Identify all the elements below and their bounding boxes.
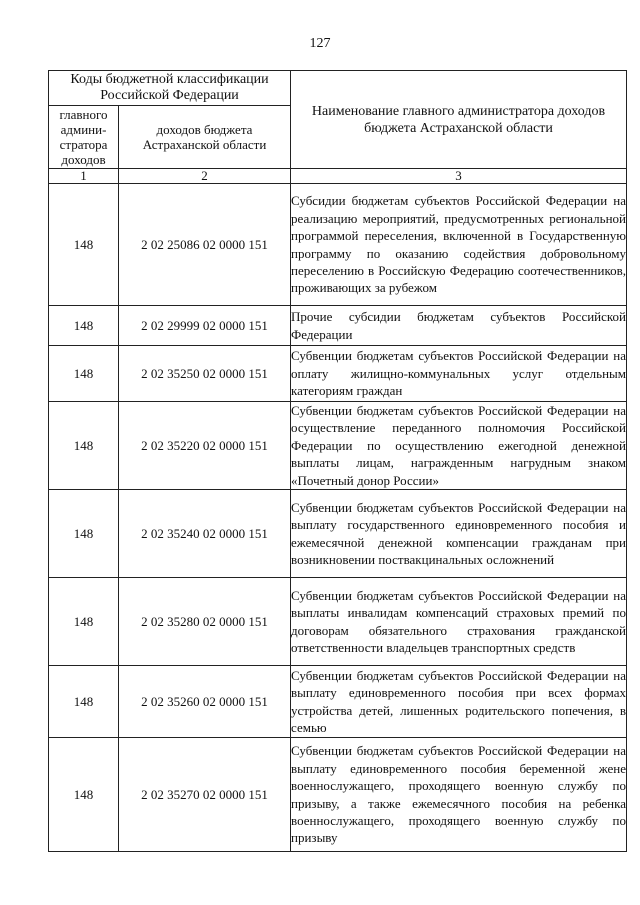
table-row (49, 738, 627, 852)
column-number-2: 2 (119, 169, 291, 184)
admin-code-cell: 148 (49, 306, 119, 346)
table-row (49, 490, 627, 578)
income-name-cell: Прочие субсидии бюджетам субъектов Российской Федерации (291, 306, 627, 346)
income-column-header: доходов бюджета Астраханской области (119, 106, 291, 169)
income-code-cell: 2 02 35280 02 0000 151 (119, 578, 291, 666)
column-number-1: 1 (49, 169, 119, 184)
income-code-cell: 2 02 29999 02 0000 151 (119, 306, 291, 346)
admin-code-cell: 148 (49, 666, 119, 738)
income-code-cell: 2 02 35260 02 0000 151 (119, 666, 291, 738)
income-name-cell: Субвенции бюджетам субъектов Российской Федерации на выплату государственного единовременного пособия и ежемесячной денежной компенсации гражданам при возникновении поствакцинальных осложнений (291, 490, 627, 578)
table-row (49, 346, 627, 402)
table-row (49, 578, 627, 666)
page-number: 127 (309, 36, 331, 51)
income-code-cell: 2 02 35240 02 0000 151 (119, 490, 291, 578)
income-code-cell: 2 02 35220 02 0000 151 (119, 402, 291, 490)
table-row (49, 402, 627, 490)
budget-classification-table (48, 70, 627, 852)
name-column-header: Наименование главного администратора доходов бюджета Астраханской области (291, 71, 627, 169)
income-name-cell: Субвенции бюджетам субъектов Российской Федерации на выплату единовременного пособия беременной жене военнослужащего, проходящего военную службу по призыву, а также ежемесячного пособия на ребенка военнослужащего, проходящего военную службу по призыву (291, 738, 627, 852)
income-code-cell: 2 02 35270 02 0000 151 (119, 738, 291, 852)
income-name-cell: Субвенции бюджетам субъектов Российской Федерации на осуществление переданного полномочия Российской Федерации по осуществлению ежегодной денежной выплаты лицам, награжденным нагрудным знаком «Почетный донор России» (291, 403, 627, 488)
admin-code-cell: 148 (49, 578, 119, 666)
table-row (49, 306, 627, 346)
admin-code-cell: 148 (49, 346, 119, 402)
admin-column-header: главного админи-стратора доходов (49, 106, 119, 169)
codes-group-header: Коды бюджетной классификации Российской Федерации (49, 71, 291, 106)
admin-code-cell: 148 (49, 402, 119, 490)
income-name-cell: Субвенции бюджетам субъектов Российской Федерации на выплату единовременного пособия при всех формах устройства детей, лишенных родительского попечения, в семью (291, 666, 627, 738)
column-number-3: 3 (291, 169, 627, 184)
admin-code-cell: 148 (49, 184, 119, 306)
income-code-cell: 2 02 25086 02 0000 151 (119, 184, 291, 306)
income-name-cell: Субвенции бюджетам субъектов Российской Федерации на выплаты инвалидам компенсаций страховых премий по договорам обязательного страхования гражданской ответственности владельцев транспортных средств (291, 578, 627, 666)
income-name-cell: Субвенции бюджетам субъектов Российской Федерации на оплату жилищно-коммунальных услуг отдельным категориям граждан (291, 346, 627, 402)
admin-code-cell: 148 (49, 490, 119, 578)
income-name-cell: Субсидии бюджетам субъектов Российской Федерации на реализацию мероприятий, предусмотренных региональной программой переселения, включенной в Государственную программу по оказанию содействия добровольному переселению в Российскую Федерацию соотечественников, проживающих за рубежом (291, 184, 627, 306)
table-row (49, 184, 627, 306)
admin-code-cell: 148 (49, 738, 119, 852)
income-code-cell: 2 02 35250 02 0000 151 (119, 346, 291, 402)
table-row (49, 666, 627, 738)
